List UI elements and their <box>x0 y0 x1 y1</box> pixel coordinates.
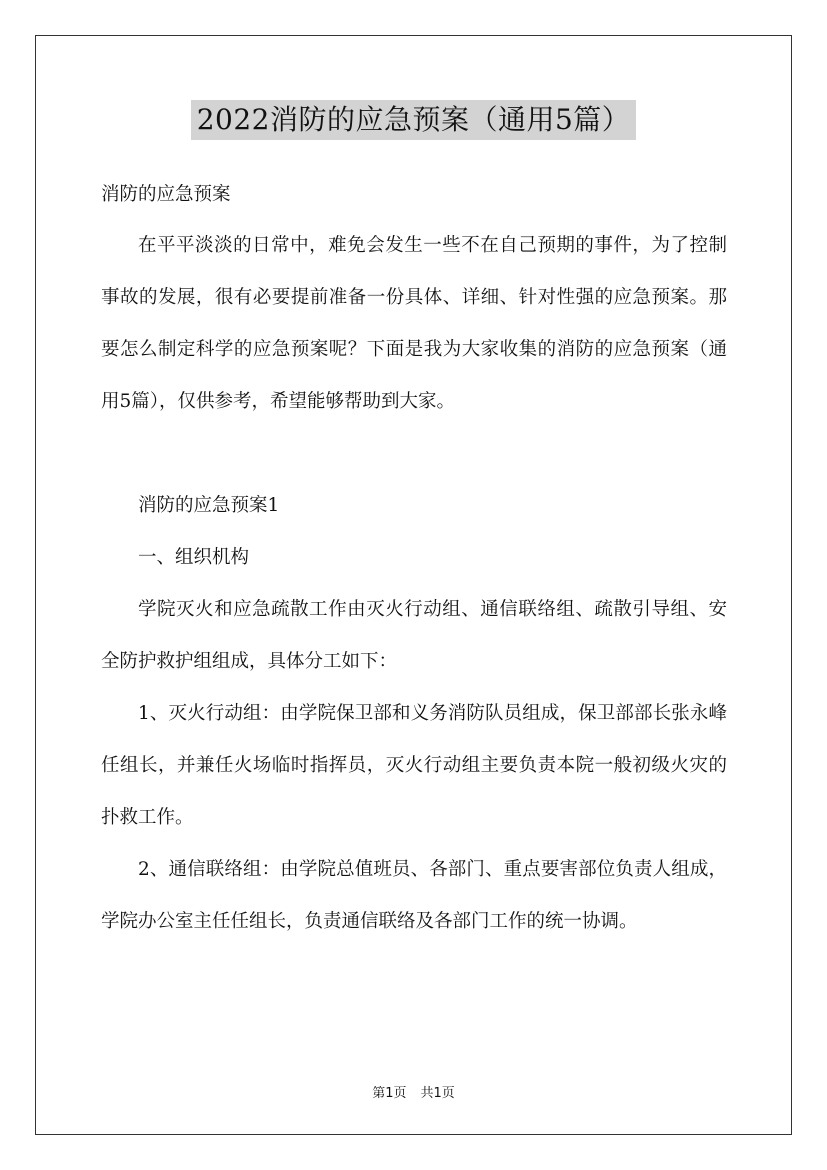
body-paragraph: 1、灭火行动组：由学院保卫部和义务消防队员组成，保卫部部长张永峰任组长，并兼任火场临时指挥员，灭火行动组主要负责本院一般初级火灾的扑救工作。 <box>101 703 727 828</box>
paragraph-gap <box>101 428 727 480</box>
document-title: 2022消防的应急预案（通用5篇） <box>191 100 637 140</box>
section-title: 消防的应急预案1 <box>138 495 280 516</box>
body-paragraph: 2、通信联络组：由学院总值班员、各部门、重点要害部位负责人组成，学院办公室主任任组长，负责通信联络及各部门工作的统一协调。 <box>101 859 727 932</box>
page-number-total: 共1页 <box>420 1086 455 1101</box>
intro-paragraph: 在平平淡淡的日常中，难免会发生一些不在自己预期的事件，为了控制事故的发展，很有必要提前准备一份具体、详细、针对性强的应急预案。那要怎么制定科学的应急预案呢？下面是我为大家收集的消防的应急预案（通用5篇），仅供参考，希望能够帮助到大家。 <box>101 235 727 412</box>
page-footer <box>0 1082 827 1101</box>
document-body <box>101 170 727 948</box>
section-heading: 一、组织机构 <box>138 547 250 568</box>
page-number-current: 第1页 <box>372 1086 407 1101</box>
document-subtitle: 消防的应急预案 <box>101 184 231 205</box>
title-container <box>0 100 827 140</box>
body-paragraph: 学院灭火和应急疏散工作由灭火行动组、通信联络组、疏散引导组、安全防护救护组组成，具体分工如下： <box>101 599 727 672</box>
